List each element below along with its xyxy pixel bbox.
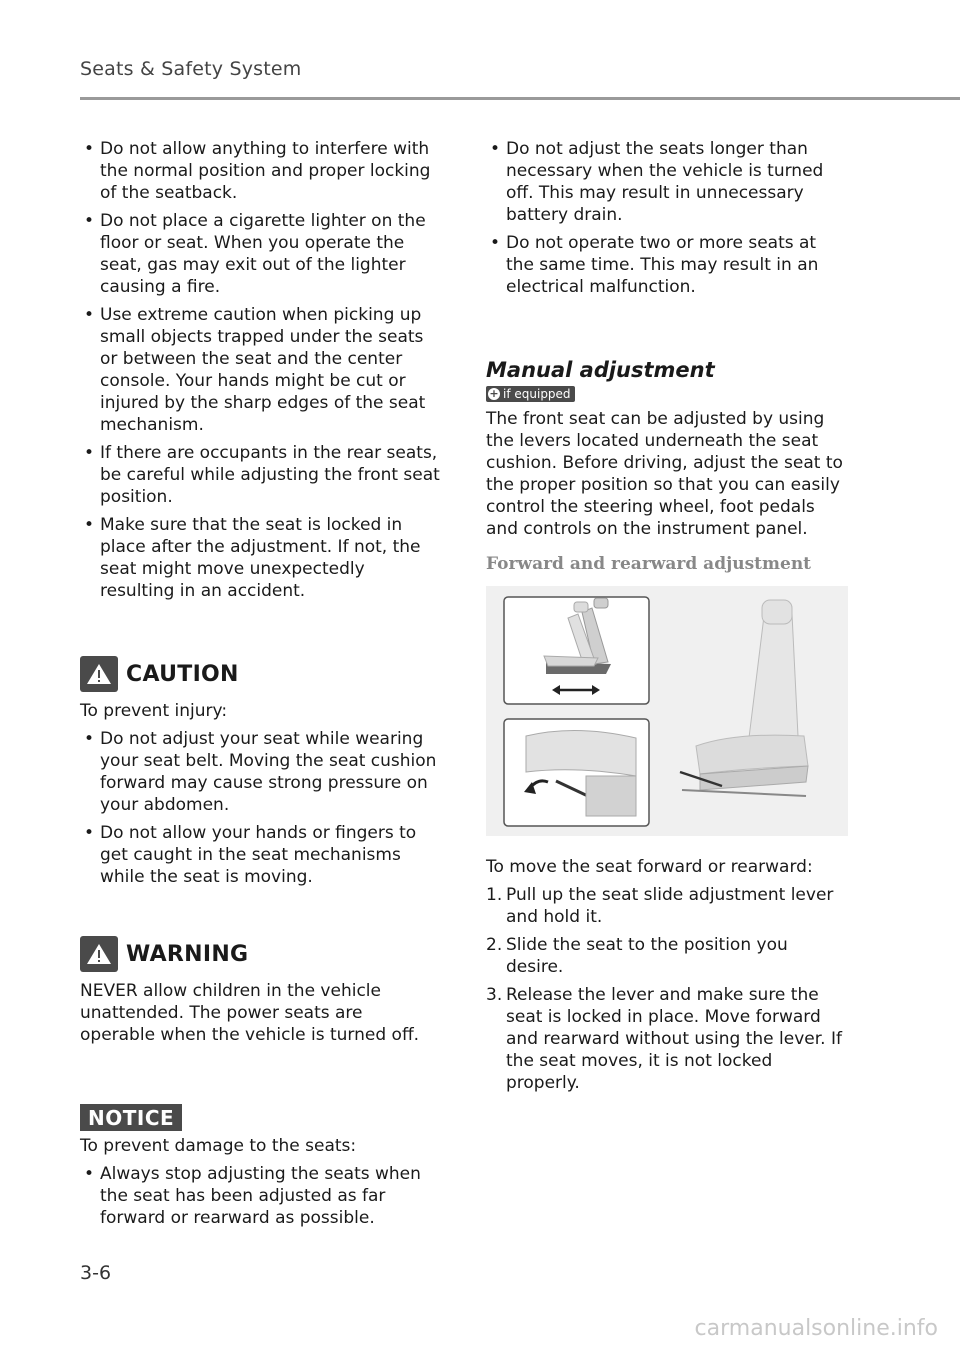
list-item: • Do not allow anything to interfere with the normal position and proper locking of the seatback.: [80, 138, 442, 204]
list-item: • Do not operate two or more seats at the same time. This may result in an electrical malfunction.: [486, 232, 848, 298]
if-equipped-badge: [486, 386, 575, 402]
step-text: Pull up the seat slide adjustment lever and hold it.: [506, 885, 834, 927]
warning-text: NEVER allow children in the vehicle unattended. The power seats are operable when the vehicle is turned off.: [80, 981, 420, 1045]
if-equipped-label: if equipped: [503, 387, 571, 401]
caution-triangle-icon: [80, 656, 118, 692]
list-item: • Do not place a cigarette lighter on the floor or seat. When you operate the seat, gas may exit out of the lighter causing a fire.: [80, 210, 442, 298]
list-item: • Make sure that the seat is locked in place after the adjustment. If not, the seat might move unexpectedly resulting in an accident.: [80, 514, 442, 602]
notice-bullet-list: [80, 1163, 442, 1229]
steps-list: [486, 884, 848, 1094]
section-intro: The front seat can be adjusted by using the levers located underneath the seat cushion. Before driving, adjust the seat to the proper position so that you can easily control the steering wheel, foot pedals and controls on the instrument panel.: [486, 409, 843, 539]
caution-bullet-list: [80, 728, 442, 888]
notice-block: [80, 1104, 442, 1229]
subsection-title: Forward and rearward adjustment: [486, 554, 812, 574]
left-column: [80, 138, 442, 1235]
step-text: Release the lever and make sure the seat is locked in place. Move forward and rearward without using the lever. If the seat moves, it is not locked properly.: [506, 985, 842, 1093]
header-divider: [80, 97, 960, 100]
list-item: • If there are occupants in the rear seats, be careful while adjusting the front seat position.: [80, 442, 442, 508]
caution-intro: To prevent injury:: [80, 701, 228, 721]
list-item: [486, 934, 848, 978]
warning-title: WARNING: [126, 941, 249, 967]
seat-adjustment-illustration: [486, 586, 848, 836]
list-item: • Use extreme caution when picking up small objects trapped under the seats or between the seat and the center console. Your hands might be cut or injured by the sharp edges of the seat mechanism.: [80, 304, 442, 436]
list-item: • Do not allow your hands or fingers to get caught in the seat mechanisms while the seat is moving.: [80, 822, 442, 888]
list-item: • Always stop adjusting the seats when the seat has been adjusted as far forward or rearward as possible.: [80, 1163, 442, 1229]
warning-header: [80, 936, 442, 972]
notice-intro: To prevent damage to the seats:: [80, 1136, 357, 1156]
list-item: [486, 984, 848, 1094]
section-title: Manual adjustment: [486, 358, 715, 382]
caution-header: [80, 656, 442, 692]
list-item: • Do not adjust the seats longer than necessary when the vehicle is turned off. This may result in unnecessary battery drain.: [486, 138, 848, 226]
watermark: carmanualsonline.info: [694, 1316, 938, 1341]
step-text: Slide the seat to the position you desire.: [506, 935, 788, 977]
right-column: [486, 138, 848, 1100]
notice-badge: NOTICE: [80, 1104, 182, 1131]
steps-intro: To move the seat forward or rearward:: [486, 857, 813, 877]
step-number: 1.: [486, 885, 503, 905]
page-header-title: Seats & Safety System: [80, 58, 302, 80]
list-item: [486, 884, 848, 928]
page-number: 3-6: [80, 1262, 112, 1284]
battery-bullet-list: [486, 138, 848, 298]
safety-bullet-list: [80, 138, 442, 602]
warning-block: [80, 936, 442, 1046]
warning-triangle-icon: [80, 936, 118, 972]
step-number: 3.: [486, 985, 503, 1005]
plus-icon: +: [489, 387, 499, 400]
caution-block: [80, 656, 442, 888]
caution-title: CAUTION: [126, 661, 239, 687]
step-number: 2.: [486, 935, 503, 955]
list-item: • Do not adjust your seat while wearing your seat belt. Moving the seat cushion forward may cause strong pressure on your abdomen.: [80, 728, 442, 816]
